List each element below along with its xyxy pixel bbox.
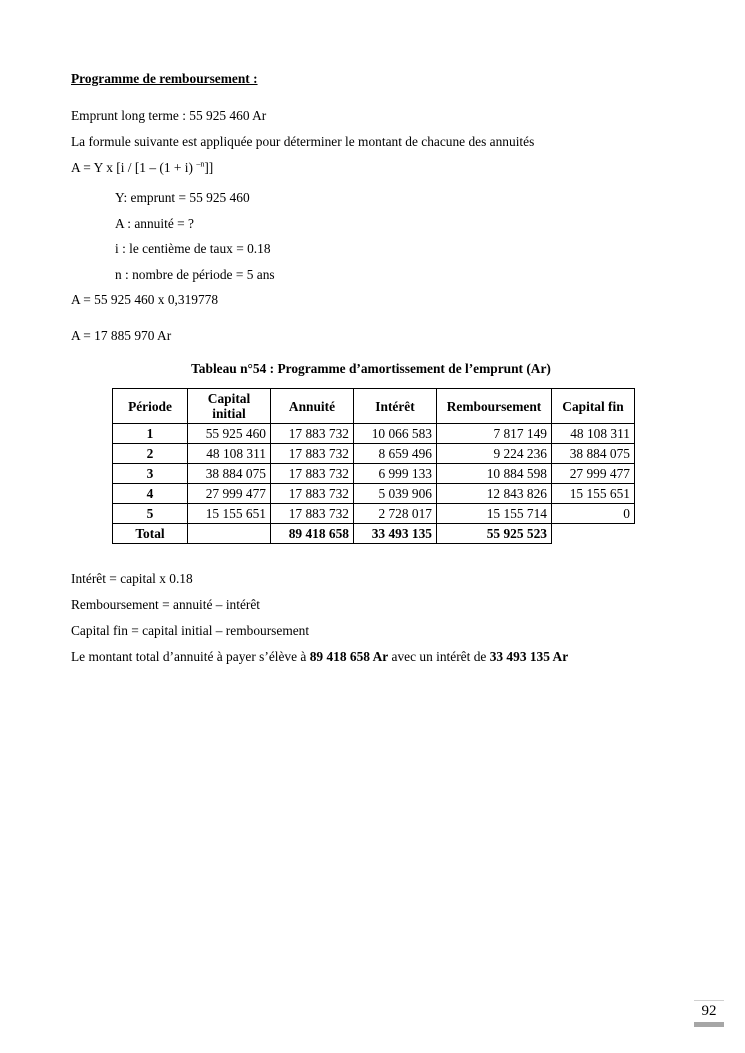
summary-amount: 89 418 658 Ar xyxy=(309,649,389,664)
table-total-row xyxy=(113,524,635,544)
total-label: Total xyxy=(113,524,188,544)
page-number: 92 xyxy=(694,1000,724,1020)
cell-capital-fin: 27 999 477 xyxy=(552,464,635,484)
cell-interet: 2 728 017 xyxy=(354,504,437,524)
header-capital-initial: Capital initial xyxy=(188,389,271,424)
total-annuite: 89 418 658 xyxy=(271,524,354,544)
cell-annuite: 17 883 732 xyxy=(271,484,354,504)
calc-line-1: A = 55 925 460 x 0,319778 xyxy=(71,292,219,307)
formula-line xyxy=(71,160,213,176)
summary-line xyxy=(71,649,568,665)
header-capital-fin: Capital fin xyxy=(552,389,635,424)
cell-remboursement: 12 843 826 xyxy=(437,484,552,504)
formula-suffix: ]] xyxy=(204,160,214,175)
formula-intro: La formule suivante est appliquée pour déterminer le montant de chacune des annuités xyxy=(71,134,535,149)
summary-part2: avec un intérêt de xyxy=(388,649,490,664)
cell-periode: 4 xyxy=(113,484,188,504)
note-capital-fin: Capital fin = capital initial – remboursement xyxy=(71,623,310,638)
cell-capital-initial: 15 155 651 xyxy=(188,504,271,524)
table-row xyxy=(113,464,635,484)
cell-capital-initial: 27 999 477 xyxy=(188,484,271,504)
summary-part1: Le montant total d’annuité à payer s’élève à xyxy=(71,649,310,664)
definition-y: Y: emprunt = 55 925 460 xyxy=(115,190,250,205)
cell-capital-fin: 0 xyxy=(552,504,635,524)
cell-annuite: 17 883 732 xyxy=(271,464,354,484)
cell-interet: 6 999 133 xyxy=(354,464,437,484)
table-row xyxy=(113,444,635,464)
header-remboursement: Remboursement xyxy=(437,389,552,424)
cell-remboursement: 15 155 714 xyxy=(437,504,552,524)
cell-capital-fin: 15 155 651 xyxy=(552,484,635,504)
cell-capital-initial: 48 108 311 xyxy=(188,444,271,464)
definition-n: n : nombre de période = 5 ans xyxy=(115,267,275,282)
cell-periode: 5 xyxy=(113,504,188,524)
note-remboursement: Remboursement = annuité – intérêt xyxy=(71,597,261,612)
cell-capital-initial: 55 925 460 xyxy=(188,424,271,444)
loan-line: Emprunt long terme : 55 925 460 Ar xyxy=(71,108,267,123)
definition-a: A : annuité = ? xyxy=(115,216,194,231)
total-capital-initial xyxy=(188,524,271,544)
total-remboursement: 55 925 523 xyxy=(437,524,552,544)
cell-remboursement: 7 817 149 xyxy=(437,424,552,444)
table-row xyxy=(113,484,635,504)
summary-interest: 33 493 135 Ar xyxy=(489,649,569,664)
cell-interet: 5 039 906 xyxy=(354,484,437,504)
total-interet: 33 493 135 xyxy=(354,524,437,544)
cell-periode: 1 xyxy=(113,424,188,444)
amortization-table xyxy=(112,388,635,544)
formula-prefix: A = Y x [i / [1 – (1 + i) xyxy=(71,160,197,175)
cell-capital-fin: 48 108 311 xyxy=(552,424,635,444)
note-interet: Intérêt = capital x 0.18 xyxy=(71,571,193,586)
header-interet: Intérêt xyxy=(354,389,437,424)
cell-annuite: 17 883 732 xyxy=(271,504,354,524)
header-annuite: Annuité xyxy=(271,389,354,424)
calc-line-2: A = 17 885 970 Ar xyxy=(71,328,172,343)
cell-remboursement: 9 224 236 xyxy=(437,444,552,464)
cell-annuite: 17 883 732 xyxy=(271,444,354,464)
cell-remboursement: 10 884 598 xyxy=(437,464,552,484)
formula-exponent: –n xyxy=(196,159,205,169)
definition-i: i : le centième de taux = 0.18 xyxy=(115,241,271,256)
table-header-row xyxy=(113,389,635,424)
header-periode: Période xyxy=(113,389,188,424)
cell-periode: 2 xyxy=(113,444,188,464)
cell-capital-initial: 38 884 075 xyxy=(188,464,271,484)
cell-annuite: 17 883 732 xyxy=(271,424,354,444)
page-number-bar xyxy=(694,1022,724,1027)
cell-periode: 3 xyxy=(113,464,188,484)
total-capital-fin-empty xyxy=(552,524,635,544)
section-title: Programme de remboursement : xyxy=(71,71,258,86)
cell-interet: 10 066 583 xyxy=(354,424,437,444)
table-row xyxy=(113,504,635,524)
table-row xyxy=(113,424,635,444)
cell-capital-fin: 38 884 075 xyxy=(552,444,635,464)
cell-interet: 8 659 496 xyxy=(354,444,437,464)
table-caption: Tableau n°54 : Programme d’amortissement de l’emprunt (Ar) xyxy=(191,361,551,376)
